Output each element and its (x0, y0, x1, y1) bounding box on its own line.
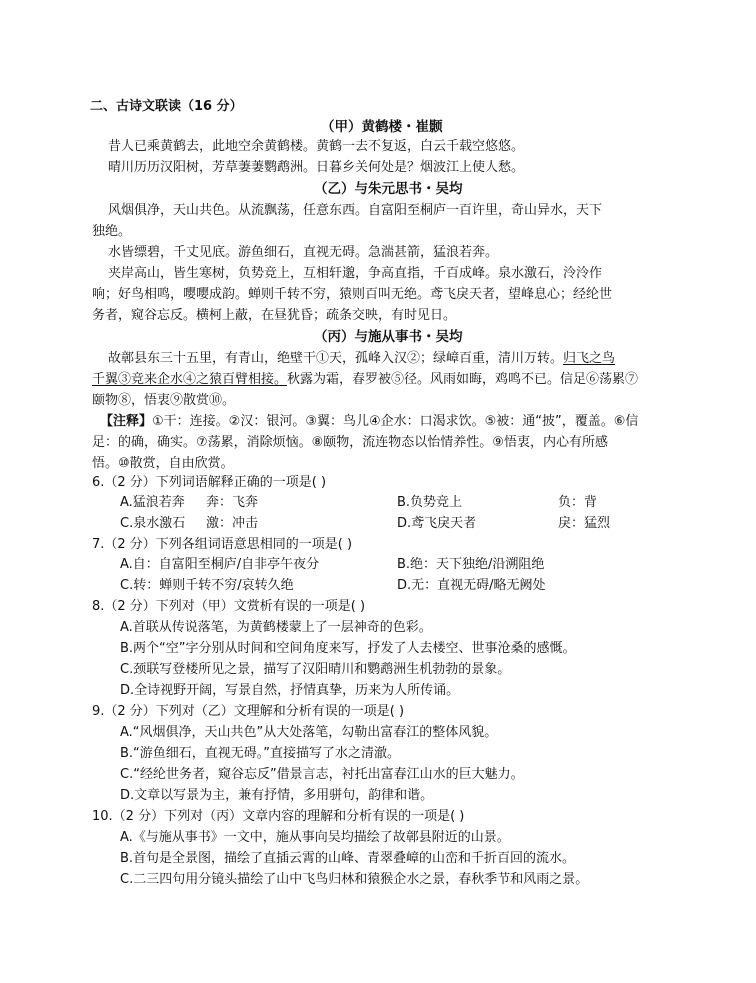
question-9-stem: 9.（2 分）下列对（乙）文理解和分析有误的一项是( ) (92, 704, 405, 719)
poem-a-line: 昔人已乘黄鹤去，此地空余黄鹤楼。黄鹤一去不复返，白云千载空悠悠。 (108, 139, 525, 154)
q7-option-c[interactable]: C.转：蝉则千转不穷/哀转久绝 (120, 578, 294, 593)
text-b-line: 务者，窥谷忘反。横柯上蔽，在昼犹昏；疏条交映，有时见日。 (92, 308, 457, 323)
q10-option-b[interactable]: B.首句是全景图，描绘了直插云霄的山峰、青翠叠嶂的山峦和千折百回的流水。 (120, 851, 576, 866)
text-b-line: 夹岸高山，皆生寒树，负势竞上，互相轩邈，争高直指，千百成峰。泉水激石，泠泠作 (108, 266, 603, 281)
text-c-title: （丙）与施从事书・吴均 (314, 329, 463, 345)
q7-option-b[interactable]: B.绝：天下独绝/沿溯阻绝 (397, 557, 545, 572)
q6-option-a[interactable]: A.猛浪若奔 (120, 495, 185, 510)
notes-label: 【注释】 (100, 414, 153, 429)
text-c-line (92, 370, 638, 390)
q9-option-b[interactable]: B.“游鱼细石，直视无碍。”直接描写了水之清澈。 (120, 746, 401, 761)
q6-option-c-gloss: 激：冲击 (206, 516, 259, 531)
text-c-line1-plain: 故鄣县东三十五里，有青山，绝壁干①天，孤峰入汉②；绿嶂百重，清川万转。 (108, 351, 564, 366)
question-8-stem: 8.（2 分）下列对（甲）文赏析有误的一项是( ) (92, 599, 366, 614)
question-10-stem: 10.（2 分）下列对（丙）文章内容的理解和分析有误的一项是( ) (92, 809, 465, 824)
q6-option-b[interactable]: B.负势竞上 (397, 495, 463, 510)
notes-line: 悟。⑩散赏，自由欣赏。 (92, 456, 234, 471)
q6-option-b-gloss: 负：背 (558, 495, 598, 510)
notes-line: 足：的确，确实。⑦荡累，消除烦恼。⑧颐物，流连物态以怡情养性。⑨悟衷，内心有所感 (92, 435, 608, 450)
q10-option-a[interactable]: A.《与施从事书》一文中，施从事向吴均描绘了故鄣县附近的山景。 (120, 830, 510, 845)
q6-option-d[interactable]: D.鸢飞戾天者 (397, 516, 477, 531)
text-b-line: 风烟俱净，天山共色。从流飘荡，任意东西。自富阳至桐庐一百许里，奇山异水，天下 (108, 203, 603, 218)
q6-option-d-gloss: 戾：猛烈 (558, 516, 611, 531)
q6-option-a-gloss: 奔：飞奔 (206, 495, 259, 510)
text-c-underlined-phrase: 归飞之鸟 (563, 351, 616, 366)
q8-option-c[interactable]: C.颈联写登楼所见之景，描写了汉阳晴川和鹦鹉洲生机勃勃的景象。 (120, 662, 511, 677)
q8-option-b[interactable]: B.两个“空”字分别从时间和空间角度来写，抒发了人去楼空、世事沧桑的感慨。 (120, 641, 576, 656)
q10-option-c[interactable]: C.二三四句用分镜头描绘了山中飞鸟归林和猿猴企水之景，春秋季节和风雨之景。 (120, 872, 589, 887)
q9-option-a[interactable]: A.“风烟俱净，天山共色”从大处落笔，勾勒出富春江的整体风貌。 (120, 725, 498, 740)
text-b-line: 响；好鸟相鸣，嘤嘤成韵。蝉则千转不穷，猿则百叫无绝。鸢飞戾天者，望峰息心；经纶世 (92, 287, 613, 302)
text-c-line2-plain: 秋露为霜，春罗被⑤径。风雨如晦，鸡鸣不已。信足⑥荡累⑦ (287, 372, 639, 387)
text-c-underlined-phrase: 千翼③竞来企水④之猿百臂相接。 (92, 372, 288, 387)
q9-option-d[interactable]: D.文章以写景为主，兼有抒情，多用骈句，韵律和谐。 (120, 788, 434, 803)
q7-option-a[interactable]: A.自：自富阳至桐庐/自非亭午夜分 (120, 557, 320, 572)
q8-option-d[interactable]: D.全诗视野开阔，写景自然，抒情真挚，历来为人所传诵。 (120, 683, 460, 698)
q7-option-d[interactable]: D.无：直视无碍/略无阙处 (397, 578, 546, 593)
question-7-stem: 7.（2 分）下列各组词语意思相同的一项是( ) (92, 537, 353, 552)
text-c-line: 颐物⑧，悟衷⑨散赏⑩。 (92, 393, 236, 408)
q9-option-c[interactable]: C.“经纶世务者，窥谷忘反”借景言志，衬托出富春江山水的巨大魅力。 (120, 767, 524, 782)
text-b-line: 水皆缥碧，千丈见底。游鱼细石，直视无碍。急湍甚箭，猛浪若奔。 (108, 245, 499, 260)
section-title: 二、古诗文联读（16 分） (90, 99, 243, 114)
text-c-line (108, 349, 615, 369)
notes-text: ①干：连接。②汉：银河。③翼：鸟儿④企水：口渴求饮。⑤被：通“披”，覆盖。⑥信 (152, 414, 639, 429)
poem-a-title: （甲）黄鹤楼・崔颢 (321, 119, 443, 135)
q8-option-a[interactable]: A.首联从传说落笔，为黄鹤楼蒙上了一层神奇的色彩。 (120, 620, 432, 635)
text-b-title: （乙）与朱元思书・吴均 (314, 181, 463, 197)
question-6-stem: 6.（2 分）下列词语解释正确的一项是( ) (92, 475, 327, 490)
poem-a-line: 晴川历历汉阳树，芳草萋萋鹦鹉洲。日暮乡关何处是？烟波江上使人愁。 (108, 160, 525, 175)
q6-option-c[interactable]: C.泉水激石 (120, 516, 186, 531)
text-b-line: 独绝。 (92, 224, 132, 239)
notes-line (100, 412, 638, 432)
